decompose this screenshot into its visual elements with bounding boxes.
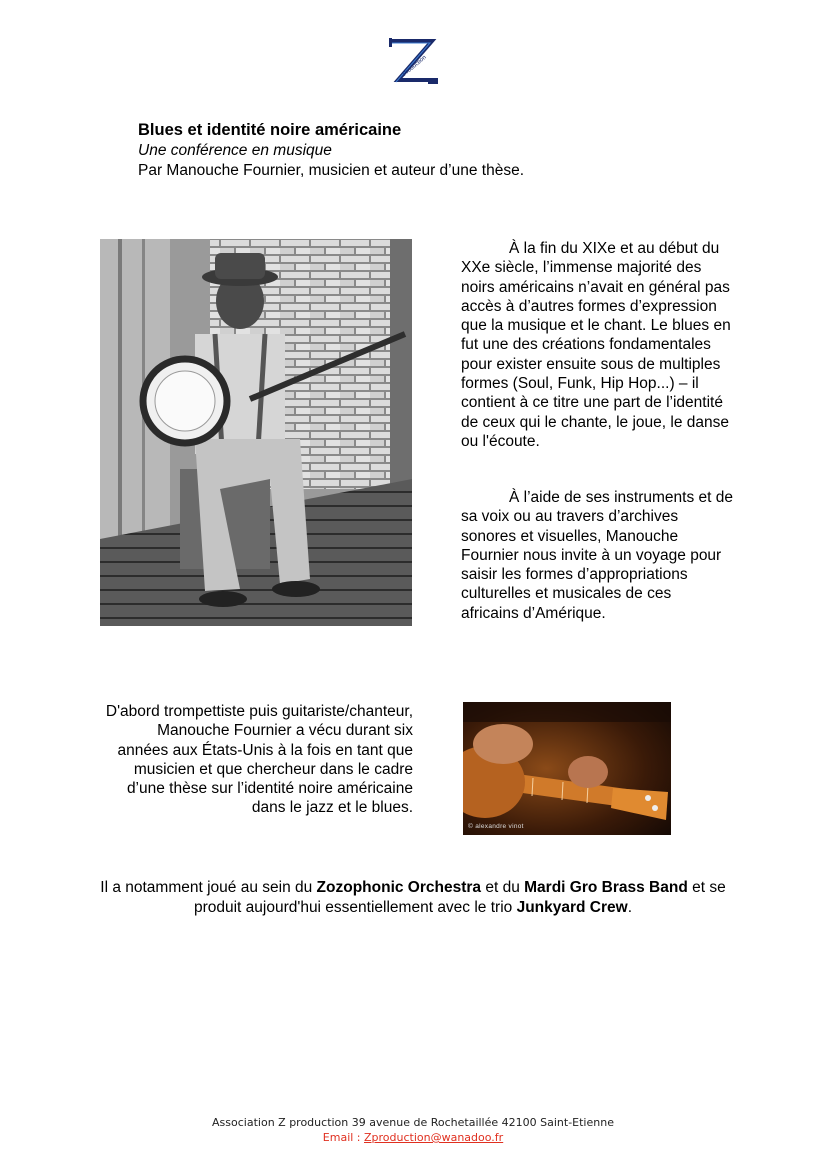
bio-paragraph: D'abord trompettiste puis guitariste/chanteur, Manouche Fournier a vécu durant six années aux États-Unis à la fois en tant que musicien et que chercheur dans le cadre d’une thèse sur l’identité noire américaine dans le jazz et le blues. bbox=[105, 703, 413, 817]
footer-address: Association Z production 39 avenue de Rochetaillée 42100 Saint-Etienne bbox=[212, 1116, 614, 1129]
z-production-logo bbox=[386, 38, 442, 88]
groups-text-3: et se produit aujourd'hui essentiellement avec le trio bbox=[193, 879, 726, 916]
byline: Par Manouche Fournier, musicien et auteur d’une thèse. bbox=[138, 162, 525, 179]
footer-email-line bbox=[0, 1131, 826, 1144]
groups-text-1: Il a notamment joué au sein du bbox=[100, 879, 317, 896]
email-link[interactable]: Zproduction@wanadoo.fr bbox=[364, 1131, 504, 1144]
intro-paragraph-1: À la fin du XIXe et au début du XXe siècle, l’immense majorité des noirs américains n’avait en général pas accès à d’autres formes d’expression que la musique et le chant. Le blues en fut une des créations fondamentales pour exister ensuite sous de multiples formes (Soul, Funk, Hip Hop...) – il contient à ce titre une part de l’identité de ceux qui le chante, le joue, le danse ou l'écoute. bbox=[461, 240, 731, 450]
zozophonic-orchestra: Zozophonic Orchestra bbox=[316, 879, 482, 896]
page-title: Blues et identité noire américaine bbox=[138, 121, 402, 139]
page-subtitle: Une conférence en musique bbox=[138, 142, 332, 159]
intro-paragraph-2: À l’aide de ses instruments et de sa voix ou au travers d’archives sonores et visuelles, Manouche Fournier nous invite à un voyage pour saisir les formes d’appropriations culturelles et musicales de ces africains d’Amérique. bbox=[461, 489, 734, 622]
junkyard-crew: Junkyard Crew bbox=[516, 899, 628, 916]
logo-text: Production bbox=[401, 54, 428, 78]
groups-paragraph bbox=[100, 878, 726, 918]
guitar-photo bbox=[463, 702, 671, 835]
email-label: Email : bbox=[322, 1131, 364, 1144]
groups-text-4: . bbox=[627, 899, 633, 916]
mardi-gro-brass-band: Mardi Gro Brass Band bbox=[524, 879, 688, 896]
groups-text-2: et du bbox=[481, 879, 525, 896]
photo-credit: © alexandre vinot bbox=[468, 823, 524, 830]
banjo-player-photo bbox=[100, 239, 412, 626]
